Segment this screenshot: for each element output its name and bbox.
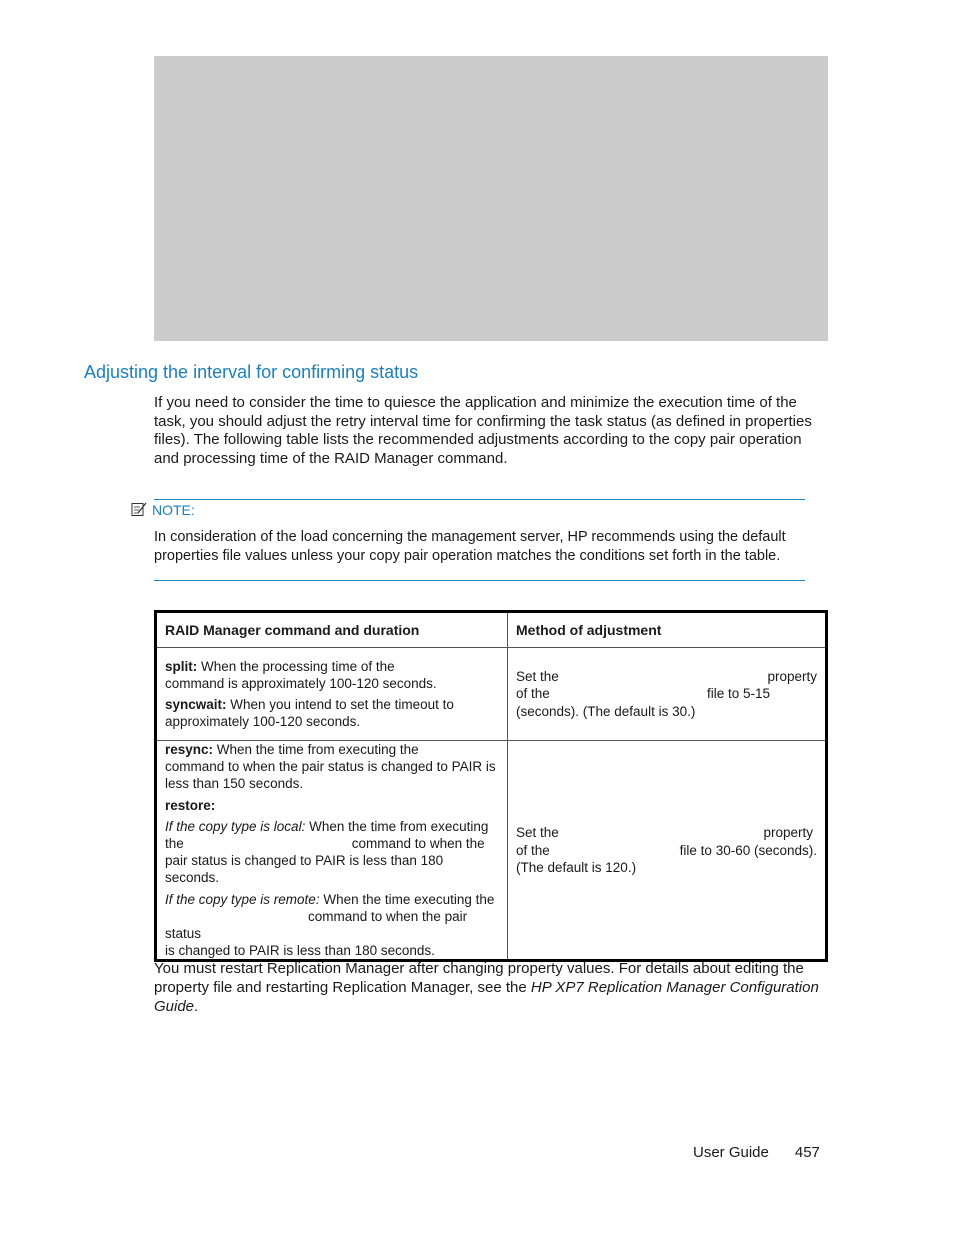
cell-command-split: split: When the processing time of the command is approximately 100-120 seconds. syncwait: When you intend to set the timeout to approximately 100-120 seconds. bbox=[156, 648, 508, 741]
closing-paragraph: You must restart Replication Manager after changing property values. For details about editing the property file and restarting Replication Manager, see the HP XP7 Replication Manager Configuration Guide. bbox=[154, 960, 819, 1015]
restore-label: restore: bbox=[165, 797, 216, 813]
footer-label: User Guide bbox=[693, 1144, 769, 1161]
intro-paragraph: If you need to consider the time to quiesce the application and minimize the execution time of the task, you should adjust the retry interval time for confirming the task status (as defined in properties files). The following table lists the recommended adjustments according to the copy pair operation and processing time of the RAID Manager command. bbox=[154, 394, 812, 468]
note-top-rule bbox=[154, 499, 805, 500]
note-text: In consideration of the load concerning the management server, HP recommends using the default properties file values unless your copy pair operation matches the conditions set forth in the table. bbox=[154, 529, 786, 564]
table-row bbox=[156, 741, 827, 961]
note-icon bbox=[131, 502, 147, 517]
section-heading: Adjusting the interval for confirming status bbox=[84, 362, 419, 382]
table-header-row bbox=[156, 612, 827, 648]
resync-label: resync: bbox=[165, 742, 214, 757]
note-label: NOTE: bbox=[152, 502, 195, 518]
header-method: Method of adjustment bbox=[508, 612, 827, 648]
table-row bbox=[156, 648, 827, 741]
page-footer bbox=[693, 1144, 820, 1161]
note-heading bbox=[131, 502, 195, 518]
cell-method-resync: Set the property of the file to 30-60 (seconds). (The default is 120.) bbox=[508, 741, 827, 961]
syncwait-label: syncwait: bbox=[165, 697, 227, 712]
cell-command-resync: resync: When the time from executing the command to when the pair status is changed to PAIR is less than 150 seconds. restore: If the copy type is local: When the time from executing the command to when the pair status is changed to PAIR is less than 180 seconds. If the copy type is remote: When the time executing the command to when the pair status is changed to PAIR is less than 180 seconds. bbox=[156, 741, 508, 961]
split-label: split: bbox=[165, 658, 198, 674]
page-number: 457 bbox=[794, 1144, 820, 1161]
figure-placeholder bbox=[154, 56, 828, 341]
cell-method-split: Set the property of the file to 5-15 (seconds). (The default is 30.) bbox=[508, 648, 827, 741]
adjustment-table bbox=[154, 610, 828, 962]
header-command-duration: RAID Manager command and duration bbox=[156, 612, 508, 648]
note-bottom-rule bbox=[154, 580, 805, 581]
guide-title: HP XP7 Replication Manager Configuration Guide bbox=[154, 979, 819, 1015]
